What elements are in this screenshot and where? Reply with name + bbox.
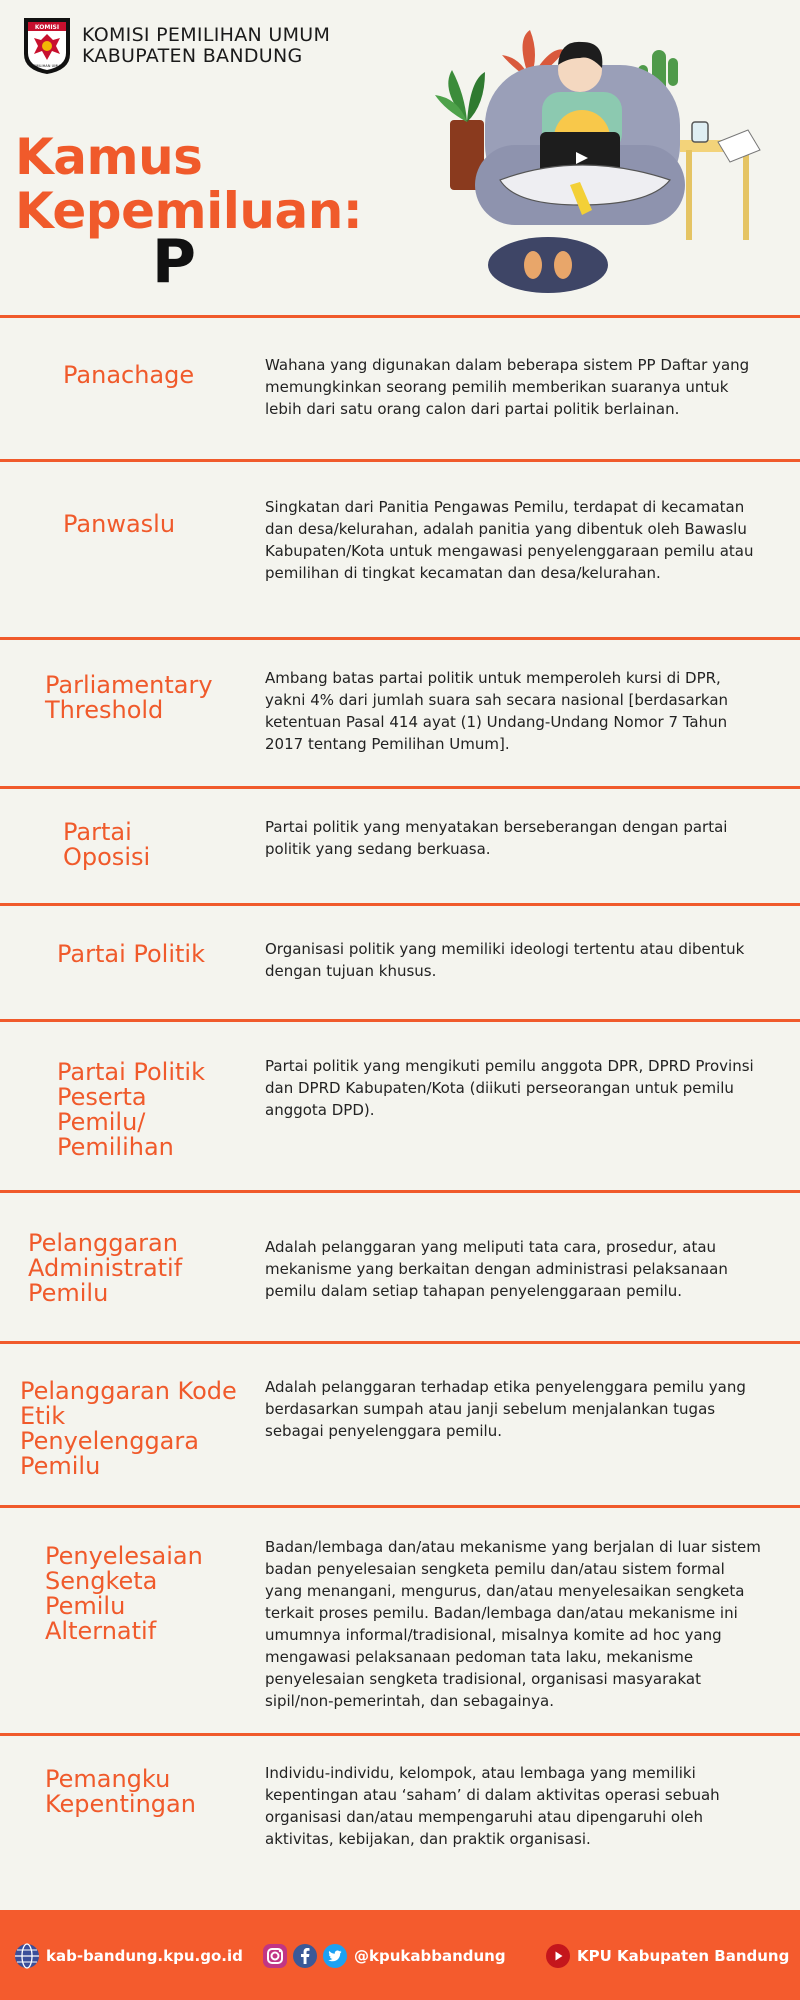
slipper-icon: [524, 251, 542, 279]
entry-term: Pelanggaran Administratif Pemilu: [28, 1229, 183, 1307]
glossary-entry: [0, 315, 800, 462]
entry-definition: Adalah pelanggaran terhadap etika penyelenggara pemilu yang berdasarkan sumpah atau janji sebelum menjalankan tugas sebagai penyelenggara pemilu.: [265, 1378, 746, 1440]
entry-term: Partai Politik Peserta Pemilu/ Pemilihan: [57, 1058, 205, 1161]
entry-term: Penyelesaian Sengketa Pemilu Alternatif: [45, 1542, 203, 1645]
glossary-entry: [0, 1505, 800, 1736]
entry-term: Partai Oposisi: [63, 818, 151, 871]
logo-text-top: KOMISI: [34, 24, 60, 31]
kpu-logo-block: [20, 16, 330, 76]
youtube-text: KPU Kabupaten Bandung: [577, 1947, 790, 1965]
glossary-entry: [0, 786, 800, 906]
rug: [488, 237, 608, 293]
org-line-2: KABUPATEN BANDUNG: [82, 45, 303, 67]
social-handle-text: @kpukabbandung: [354, 1947, 506, 1965]
entry-term: Panachage: [63, 361, 195, 389]
header: [0, 0, 800, 315]
entry-definition: Partai politik yang menyatakan berseberangan dengan partai politik yang sedang berkuasa.: [265, 818, 728, 858]
section-letter: P: [152, 227, 196, 297]
entry-term: Pelanggaran Kode Etik Penyelenggara Pemilu: [20, 1377, 237, 1480]
website-link[interactable]: [14, 1943, 243, 1969]
facebook-icon[interactable]: [292, 1943, 318, 1969]
entry-definition: Ambang batas partai politik untuk memperoleh kursi di DPR, yakni 4% dari jumlah suara sah secara nasional [berdasarkan ketentuan Pasal 414 ayat (1) Undang-Undang Nomor 7 Tahun 2017 tentang Pemilihan Umum].: [265, 669, 729, 753]
glossary-entry: [0, 903, 800, 1022]
entry-term: Pemangku Kepentingan: [45, 1765, 196, 1818]
youtube-icon: [545, 1943, 571, 1969]
entry-definition: Wahana yang digunakan dalam beberapa sistem PP Daftar yang memungkinkan seorang pemilih memberikan suaranya untuk lebih dari satu orang calon dari partai politik berlainan.: [265, 356, 750, 418]
glossary-entry: [0, 1019, 800, 1193]
entry-definition: Individu-individu, kelompok, atau lembaga yang memiliki kepentingan atau ‘saham’ di dalam aktivitas operasi sebuah organisasi dan/atau mempengaruhi atau dipengaruhi oleh aktivitas, kebijakan, dan praktik organisasi.: [265, 1764, 720, 1848]
glossary-entry: [0, 637, 800, 789]
twitter-icon[interactable]: [322, 1943, 348, 1969]
glossary-entry: [0, 1733, 800, 1913]
social-media-links[interactable]: [262, 1943, 506, 1969]
entry-definition: Organisasi politik yang memiliki ideologi tertentu atau dibentuk dengan tujuan khusus.: [265, 940, 745, 980]
organization-name: [82, 25, 330, 67]
cup-icon: [692, 122, 708, 142]
logo-text-bottom: PEMILIHAN UMUM: [30, 64, 64, 68]
glossary-entry: [0, 459, 800, 640]
entry-definition: Singkatan dari Panitia Pengawas Pemilu, terdapat di kecamatan dan desa/kelurahan, adalah panitia yang dibentuk oleh Bawaslu Kabupaten/Kota untuk mengawasi penyelenggaraan pemilu atau pemilihan di tingkat kecamatan dan desa/kelurahan.: [265, 498, 754, 582]
entry-term: Partai Politik: [57, 940, 205, 968]
website-text: kab-bandung.kpu.go.id: [46, 1947, 243, 1965]
slipper-icon: [554, 251, 572, 279]
glossary-entry: [0, 1190, 800, 1344]
person-on-couch-illustration: [430, 10, 770, 305]
footer: [0, 1910, 800, 2000]
glossary-entry: [0, 1341, 800, 1508]
entry-definition: Partai politik yang mengikuti pemilu anggota DPR, DPRD Provinsi dan DPRD Kabupaten/Kota (diikuti perseorangan untuk pemilu anggota DPD).: [265, 1057, 754, 1119]
entry-term: Panwaslu: [63, 510, 176, 538]
youtube-link[interactable]: [545, 1943, 789, 1969]
title-line-1: Kamus: [15, 128, 203, 186]
org-line-1: KOMISI PEMILIHAN UMUM: [82, 24, 331, 46]
entry-definition: Adalah pelanggaran yang meliputi tata cara, prosedur, atau mekanisme yang berkaitan dengan administrasi pelaksanaan pemilu dalam setiap tahapan penyelenggaraan pemilu.: [265, 1238, 728, 1300]
instagram-icon[interactable]: [262, 1943, 288, 1969]
title-line-2: Kepemiluan:: [15, 182, 363, 240]
page-title: [15, 130, 362, 238]
kpu-logo-icon: [20, 16, 74, 76]
entry-definition: Badan/lembaga dan/atau mekanisme yang berjalan di luar sistem badan penyelesaian sengketa pemilu dan/atau sistem formal yang menangani, mengurus, dan/atau menyelesaikan sengketa terkait proses pemilu. Badan/lembaga dan/atau mekanisme ini umumnya informal/tradisional, misalnya komite ad hoc yang mengawasi pelaksanaan pedoman tata laku, mekanisme penyelesaian sengketa tradisional, organisasi masyarakat sipil/non-pemerintah, dan sebagainya.: [265, 1538, 761, 1710]
entry-term: Parliamentary Threshold: [45, 671, 213, 724]
globe-icon: [14, 1943, 40, 1969]
